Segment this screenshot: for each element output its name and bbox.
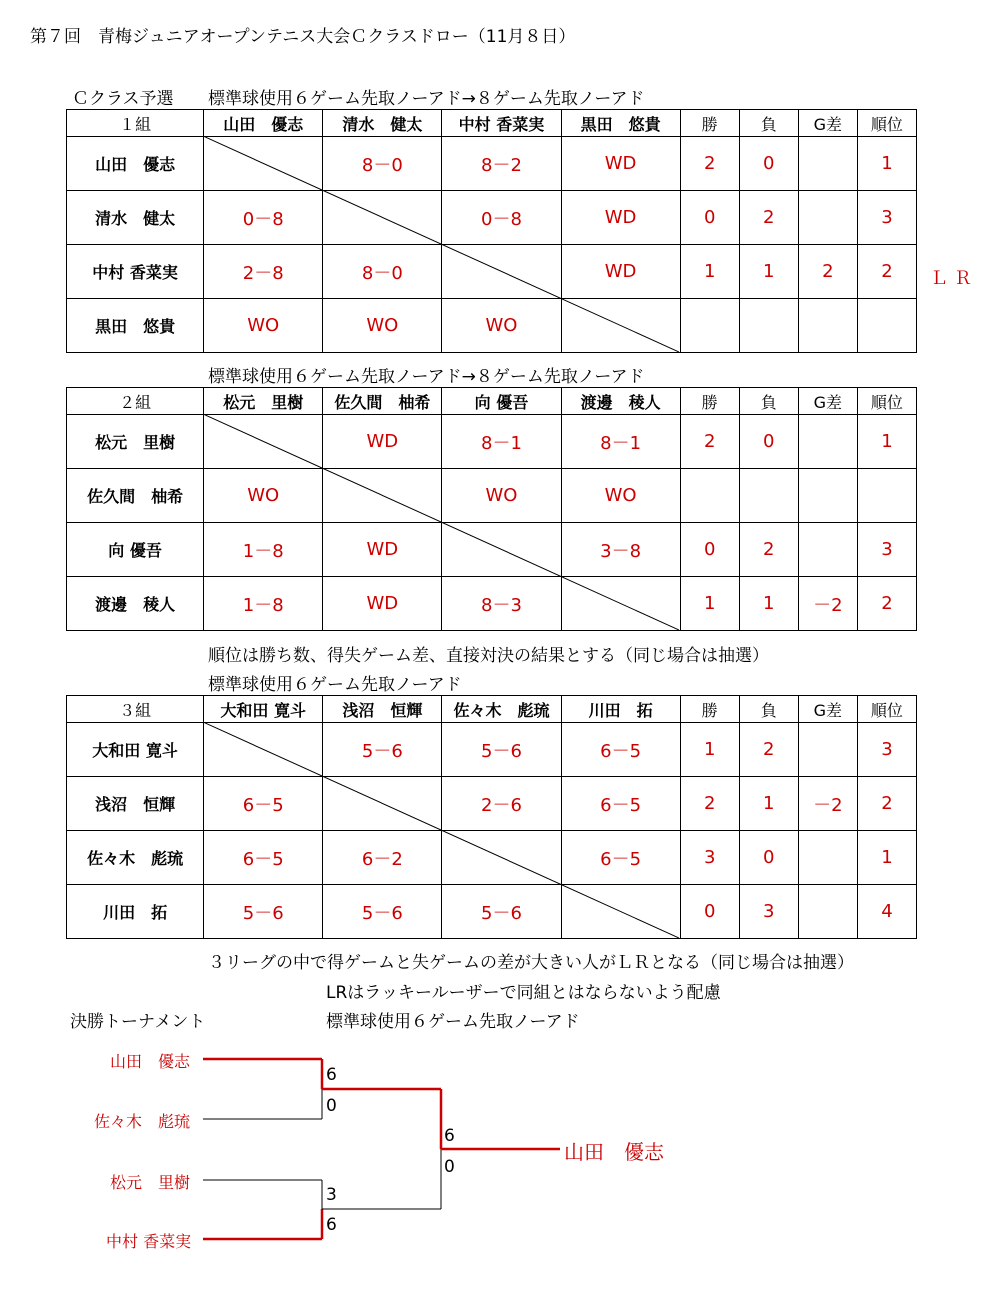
game-diff [798,723,857,777]
game-diff: －2 [798,777,857,831]
losses: 2 [739,723,798,777]
match-result: 5－6 [442,885,561,939]
row-player-name: 向 優吾 [67,523,204,577]
game-diff [798,469,857,523]
match-result: 8－3 [442,577,561,631]
bracket-player-2: 佐々木 彪琉 [94,1112,191,1131]
header-player: 松元 里樹 [204,388,323,415]
match-result: WD [323,415,442,469]
row-player-name: 松元 里樹 [67,415,204,469]
champion: 山田 優志 [564,1140,664,1164]
rank: 1 [857,415,916,469]
header-stat: 順位 [857,388,916,415]
header-stat: 順位 [857,696,916,723]
wins [680,469,739,523]
bracket-player-1: 山田 優志 [110,1052,191,1071]
lr-note-2: LRはラッキールーザーで同組とはならないよう配慮 [326,983,721,1003]
sf2-score-top: 3 [326,1185,337,1205]
wins: 0 [680,885,739,939]
page-title: 第７回 青梅ジュニアオープンテニス大会Ｃクラスドロー（11月８日） [30,27,576,47]
game-diff: －2 [798,577,857,631]
match-result: WD [323,523,442,577]
match-result: 6－5 [561,831,680,885]
diagonal-line [203,722,679,938]
game-diff [798,191,857,245]
match-result: 0－8 [204,191,323,245]
match-result: WO [561,469,680,523]
row-player-name: 佐々木 彪琉 [67,831,204,885]
game-diff: 2 [798,245,857,299]
rank: 2 [857,777,916,831]
group-1-rule: 標準球使用６ゲーム先取ノーアド→８ゲーム先取ノーアド [208,89,645,109]
header-stat: 勝 [680,696,739,723]
final-score-bottom: 0 [444,1157,455,1177]
match-result: WO [442,469,561,523]
group-name: ３組 [67,696,204,723]
final-rule: 標準球使用６ゲーム先取ノーアド [326,1012,580,1032]
match-result: WO [204,469,323,523]
match-result: 6－2 [323,831,442,885]
header-stat: 勝 [680,110,739,137]
match-result: 5－6 [204,885,323,939]
match-result: 5－6 [323,723,442,777]
rank: 3 [857,523,916,577]
game-diff [798,299,857,353]
diagonal-line [203,136,679,352]
rank: 2 [857,245,916,299]
match-result: 2－8 [204,245,323,299]
diagonal-line [203,414,679,630]
match-result: 8－2 [442,137,561,191]
match-result: 6－5 [561,777,680,831]
losses [739,469,798,523]
wins: 2 [680,137,739,191]
rank: 3 [857,723,916,777]
header-stat: G差 [798,388,857,415]
header-player: 大和田 寛斗 [204,696,323,723]
group-3-rule: 標準球使用６ゲーム先取ノーアド [208,675,462,695]
match-result: WD [561,245,680,299]
match-result: WD [561,137,680,191]
header-player: 浅沼 恒輝 [323,696,442,723]
losses: 1 [739,245,798,299]
match-result: WO [323,299,442,353]
header-player: 黒田 悠貴 [561,110,680,137]
sf2-score-bottom: 6 [326,1215,337,1235]
row-player-name: 大和田 寛斗 [67,723,204,777]
header-row [67,696,917,723]
match-result: 6－5 [204,831,323,885]
rank: 3 [857,191,916,245]
header-row [67,388,917,415]
sf1-score-top: 6 [326,1065,337,1085]
wins: 2 [680,415,739,469]
row-player-name: 清水 健太 [67,191,204,245]
rank-note: 順位は勝ち数、得失ゲーム差、直接対決の結果とする（同じ場合は抽選） [208,646,769,666]
rank: 1 [857,831,916,885]
match-result: 8－1 [561,415,680,469]
group-name: ２組 [67,388,204,415]
match-result: 8－1 [442,415,561,469]
match-result: 6－5 [204,777,323,831]
header-stat: 順位 [857,110,916,137]
row-player-name: 佐久間 柚希 [67,469,204,523]
losses: 0 [739,831,798,885]
qualifier-label: Ｃクラス予選 [72,89,174,109]
match-result: 2－6 [442,777,561,831]
final-label: 決勝トーナメント [70,1012,206,1032]
header-player: 渡邊 稜人 [561,388,680,415]
row-player-name: 中村 香菜実 [67,245,204,299]
row-player-name: 黒田 悠貴 [67,299,204,353]
game-diff [798,523,857,577]
lr-note-1: ３リーグの中で得ゲームと失ゲームの差が大きい人がＬＲとなる（同じ場合は抽選） [208,953,854,973]
wins: 2 [680,777,739,831]
losses: 0 [739,415,798,469]
losses: 2 [739,523,798,577]
header-player: 清水 健太 [323,110,442,137]
losses: 3 [739,885,798,939]
bracket-player-3: 松元 里樹 [110,1173,191,1192]
header-stat: 負 [739,388,798,415]
sf1-score-bottom: 0 [326,1096,337,1116]
row-player-name: 山田 優志 [67,137,204,191]
header-player: 中村 香菜実 [442,110,561,137]
header-stat: 負 [739,696,798,723]
losses: 1 [739,577,798,631]
rank: 4 [857,885,916,939]
wins: 1 [680,245,739,299]
wins: 1 [680,723,739,777]
game-diff [798,137,857,191]
rank: 1 [857,137,916,191]
header-player: 向 優吾 [442,388,561,415]
match-result: 0－8 [442,191,561,245]
wins: 1 [680,577,739,631]
match-result: 1－8 [204,577,323,631]
rank [857,299,916,353]
game-diff [798,885,857,939]
header-player: 山田 優志 [204,110,323,137]
match-result: 8－0 [323,245,442,299]
group-2-rule: 標準球使用６ゲーム先取ノーアド→８ゲーム先取ノーアド [208,367,645,387]
header-row [67,110,917,137]
match-result: 8－0 [323,137,442,191]
header-player: 佐久間 柚希 [323,388,442,415]
match-result: WO [204,299,323,353]
header-stat: G差 [798,110,857,137]
match-result: 5－6 [442,723,561,777]
wins: 3 [680,831,739,885]
wins [680,299,739,353]
match-result: 5－6 [323,885,442,939]
rank: 2 [857,577,916,631]
lucky-loser-note: ＬＲ [930,268,978,289]
game-diff [798,831,857,885]
match-result: 3－8 [561,523,680,577]
game-diff [798,415,857,469]
losses: 2 [739,191,798,245]
row-player-name: 浅沼 恒輝 [67,777,204,831]
match-result: 1－8 [204,523,323,577]
row-player-name: 渡邊 稜人 [67,577,204,631]
match-result: WO [442,299,561,353]
header-stat: G差 [798,696,857,723]
match-result: WD [323,577,442,631]
losses: 1 [739,777,798,831]
wins: 0 [680,191,739,245]
final-score-top: 6 [444,1126,455,1146]
header-stat: 勝 [680,388,739,415]
row-player-name: 川田 拓 [67,885,204,939]
rank [857,469,916,523]
header-player: 佐々木 彪琉 [442,696,561,723]
losses [739,299,798,353]
losses: 0 [739,137,798,191]
match-result: WD [561,191,680,245]
header-player: 川田 拓 [561,696,680,723]
group-name: １組 [67,110,204,137]
bracket-player-4: 中村 香菜実 [106,1232,192,1251]
wins: 0 [680,523,739,577]
header-stat: 負 [739,110,798,137]
match-result: 6－5 [561,723,680,777]
